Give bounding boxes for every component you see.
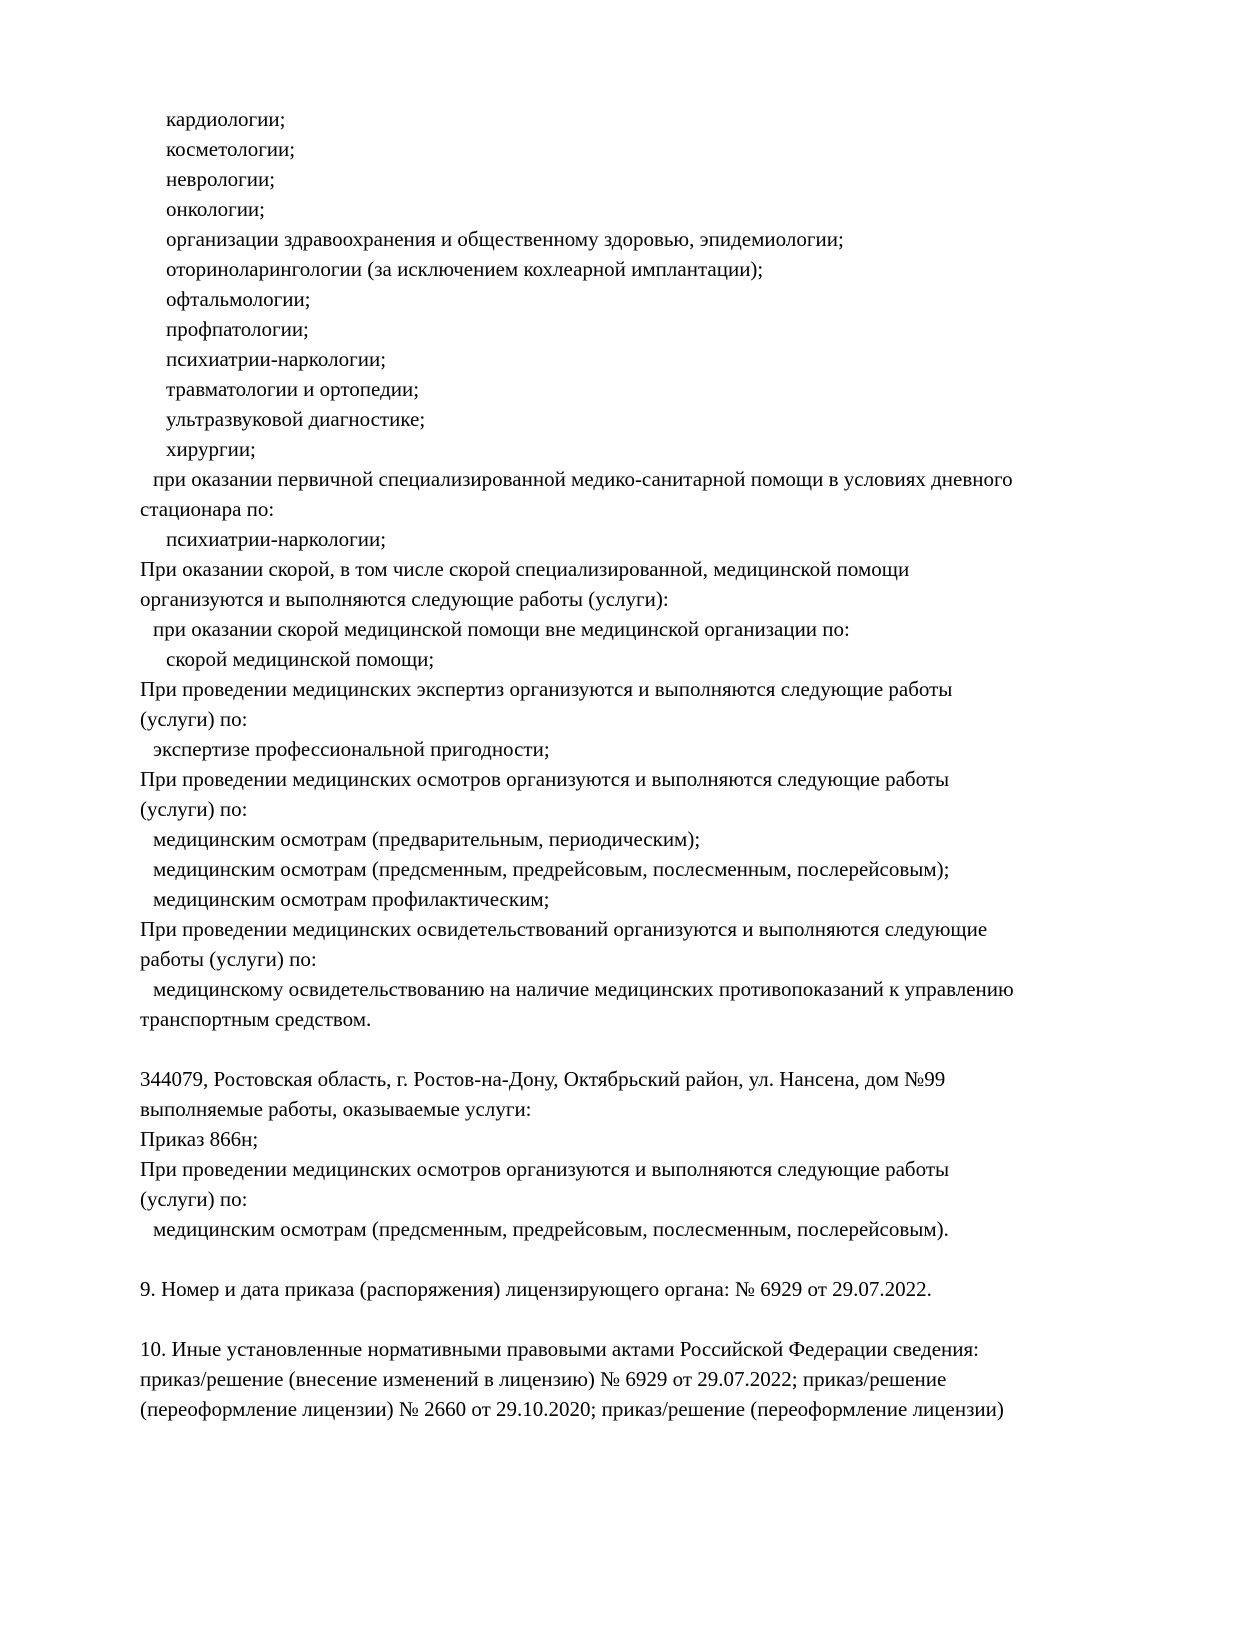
text-line: транспортным средством. [140,1007,372,1031]
text-line: скорой медицинской помощи; [166,647,435,671]
text-line: 344079, Ростовская область, г. Ростов-на-Дону, Октябрьский район, ул. Нансена, дом №99 [140,1067,946,1091]
text-line: экспертизе профессиональной пригодности; [153,737,550,761]
text-line: организуются и выполняются следующие работы (услуги): [140,587,669,611]
text-line: медицинским осмотрам (предсменным, предрейсовым, послесменным, послерейсовым). [153,1217,949,1241]
text-line: организации здравоохранения и общественному здоровью, эпидемиологии; [166,227,844,251]
text-line: оториноларингологии (за исключением кохлеарной имплантации); [166,257,764,281]
text-line: психиатрии-наркологии; [166,527,387,551]
text-line: При проведении медицинских осмотров организуются и выполняются следующие работы [140,1157,950,1181]
blank-line [140,1034,1120,1064]
text-line: при оказании первичной специализированной медико-санитарной помощи в условиях дневного [153,467,1013,491]
text-line: онкологии; [166,197,266,221]
text-line: косметологии; [166,137,296,161]
text-line: при оказании скорой медицинской помощи вне медицинской организации по: [153,617,850,641]
blank-line [140,1304,1120,1334]
text-line: приказ/решение (внесение изменений в лицензию) № 6929 от 29.07.2022; приказ/решение [140,1367,947,1391]
blank-line [140,1244,1120,1274]
text-line: При проведении медицинских осмотров организуются и выполняются следующие работы [140,767,950,791]
document-body [140,104,1120,1424]
text-line: ультразвуковой диагностике; [166,407,426,431]
text-line: медицинским осмотрам (предсменным, предрейсовым, послесменным, послерейсовым); [153,857,950,881]
text-line: (переоформление лицензии) № 2660 от 29.10.2020; приказ/решение (переоформление лицензии) [140,1397,1004,1421]
text-line: кардиологии; [166,107,286,131]
text-line: При оказании скорой, в том числе скорой специализированной, медицинской помощи [140,557,910,581]
text-line: профпатологии; [166,317,309,341]
text-line: медицинскому освидетельствованию на наличие медицинских противопоказаний к управлению [153,977,1014,1001]
text-line: 10. Иные установленные нормативными правовыми актами Российской Федерации сведения: [140,1337,980,1361]
text-line: (услуги) по: [140,707,248,731]
text-line: стационара по: [140,497,275,521]
text-line: офтальмологии; [166,287,311,311]
text-line: хирургии; [166,437,256,461]
text-line: При проведении медицинских экспертиз организуются и выполняются следующие работы [140,677,953,701]
text-line: неврологии; [166,167,276,191]
text-line: травматологии и ортопедии; [166,377,420,401]
text-line: 9. Номер и дата приказа (распоряжения) лицензирующего органа: № 6929 от 29.07.2022. [140,1277,932,1301]
text-line: медицинским осмотрам (предварительным, периодическим); [153,827,701,851]
text-line: (услуги) по: [140,797,248,821]
text-line: выполняемые работы, оказываемые услуги: [140,1097,532,1121]
text-line: психиатрии-наркологии; [166,347,387,371]
text-line: Приказ 866н; [140,1127,259,1151]
text-line: медицинским осмотрам профилактическим; [153,887,550,911]
text-line: При проведении медицинских освидетельствований организуются и выполняются следующие [140,917,988,941]
text-line: работы (услуги) по: [140,947,317,971]
text-line: (услуги) по: [140,1187,248,1211]
